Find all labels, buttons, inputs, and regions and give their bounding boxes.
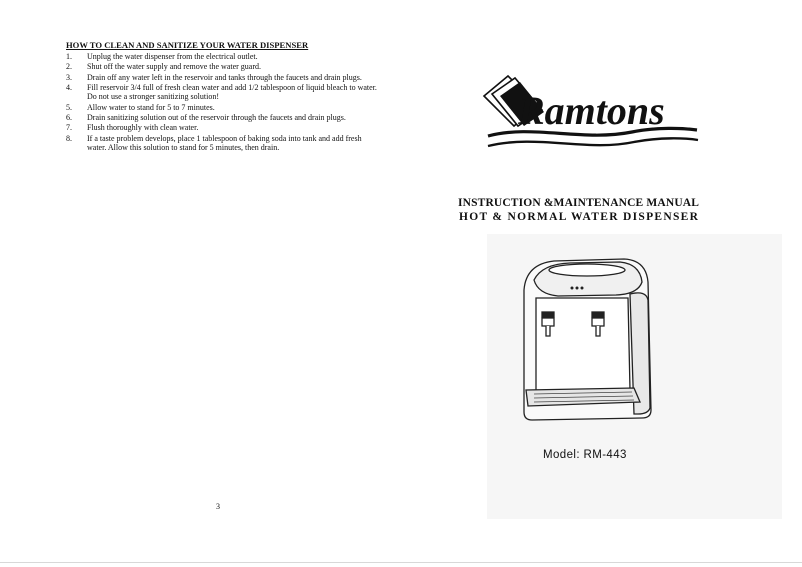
cleaning-step (66, 83, 379, 101)
cleaning-step (66, 62, 379, 71)
ramtons-logo-icon (482, 66, 702, 156)
step-number: 1. (66, 52, 72, 61)
step-text: Unplug the water dispenser from the electrical outlet. (87, 52, 258, 61)
step-text: Allow water to stand for 5 to 7 minutes. (87, 102, 215, 112)
cleaning-step (66, 134, 379, 152)
page-bottom-divider (0, 562, 802, 563)
cleaning-step (66, 73, 379, 82)
step-text: Flush thoroughly with clean water. (87, 123, 199, 133)
step-number: 2. (66, 62, 72, 72)
cleaning-step (66, 123, 379, 132)
cleaning-step (66, 103, 379, 112)
page-number: 3 (216, 502, 220, 511)
cleaning-step (66, 113, 379, 122)
step-text: Shut off the water supply and remove the water guard. (87, 62, 262, 72)
cleaning-section-title: HOW TO CLEAN AND SANITIZE YOUR WATER DISPENSER (66, 40, 309, 50)
step-text: Drain off any water left in the reservoir and tanks through the faucets and drain plugs. (87, 72, 362, 82)
brand-wordmark: Ramtons (518, 88, 665, 133)
step-number: 3. (66, 72, 72, 82)
manual-title: INSTRUCTION &MAINTENANCE MANUAL (458, 197, 700, 209)
step-text: Drain sanitizing solution out of the reservoir through the faucets and drain plugs. (87, 112, 346, 122)
manual-subtitle: HOT & NORMAL WATER DISPENSER (459, 211, 700, 223)
step-text: Fill reservoir 3/4 full of fresh clean water and add 1/2 tablespoon of liquid bleach to water. Do not use a stronger sanitizing solution! (87, 83, 377, 102)
step-number: 4. (66, 83, 72, 93)
step-text: If a taste problem develops, place 1 tablespoon of baking soda into tank and add fresh water. Allow this solution to stand for 5 minutes, then drain. (87, 133, 362, 152)
step-number: 8. (66, 133, 72, 143)
model-number: Model: RM-443 (543, 449, 627, 461)
step-number: 5. (66, 102, 72, 112)
water-dispenser-icon (512, 250, 657, 430)
cleaning-step (66, 52, 379, 61)
cleaning-steps-list (66, 52, 379, 153)
step-number: 7. (66, 123, 72, 133)
step-number: 6. (66, 112, 72, 122)
